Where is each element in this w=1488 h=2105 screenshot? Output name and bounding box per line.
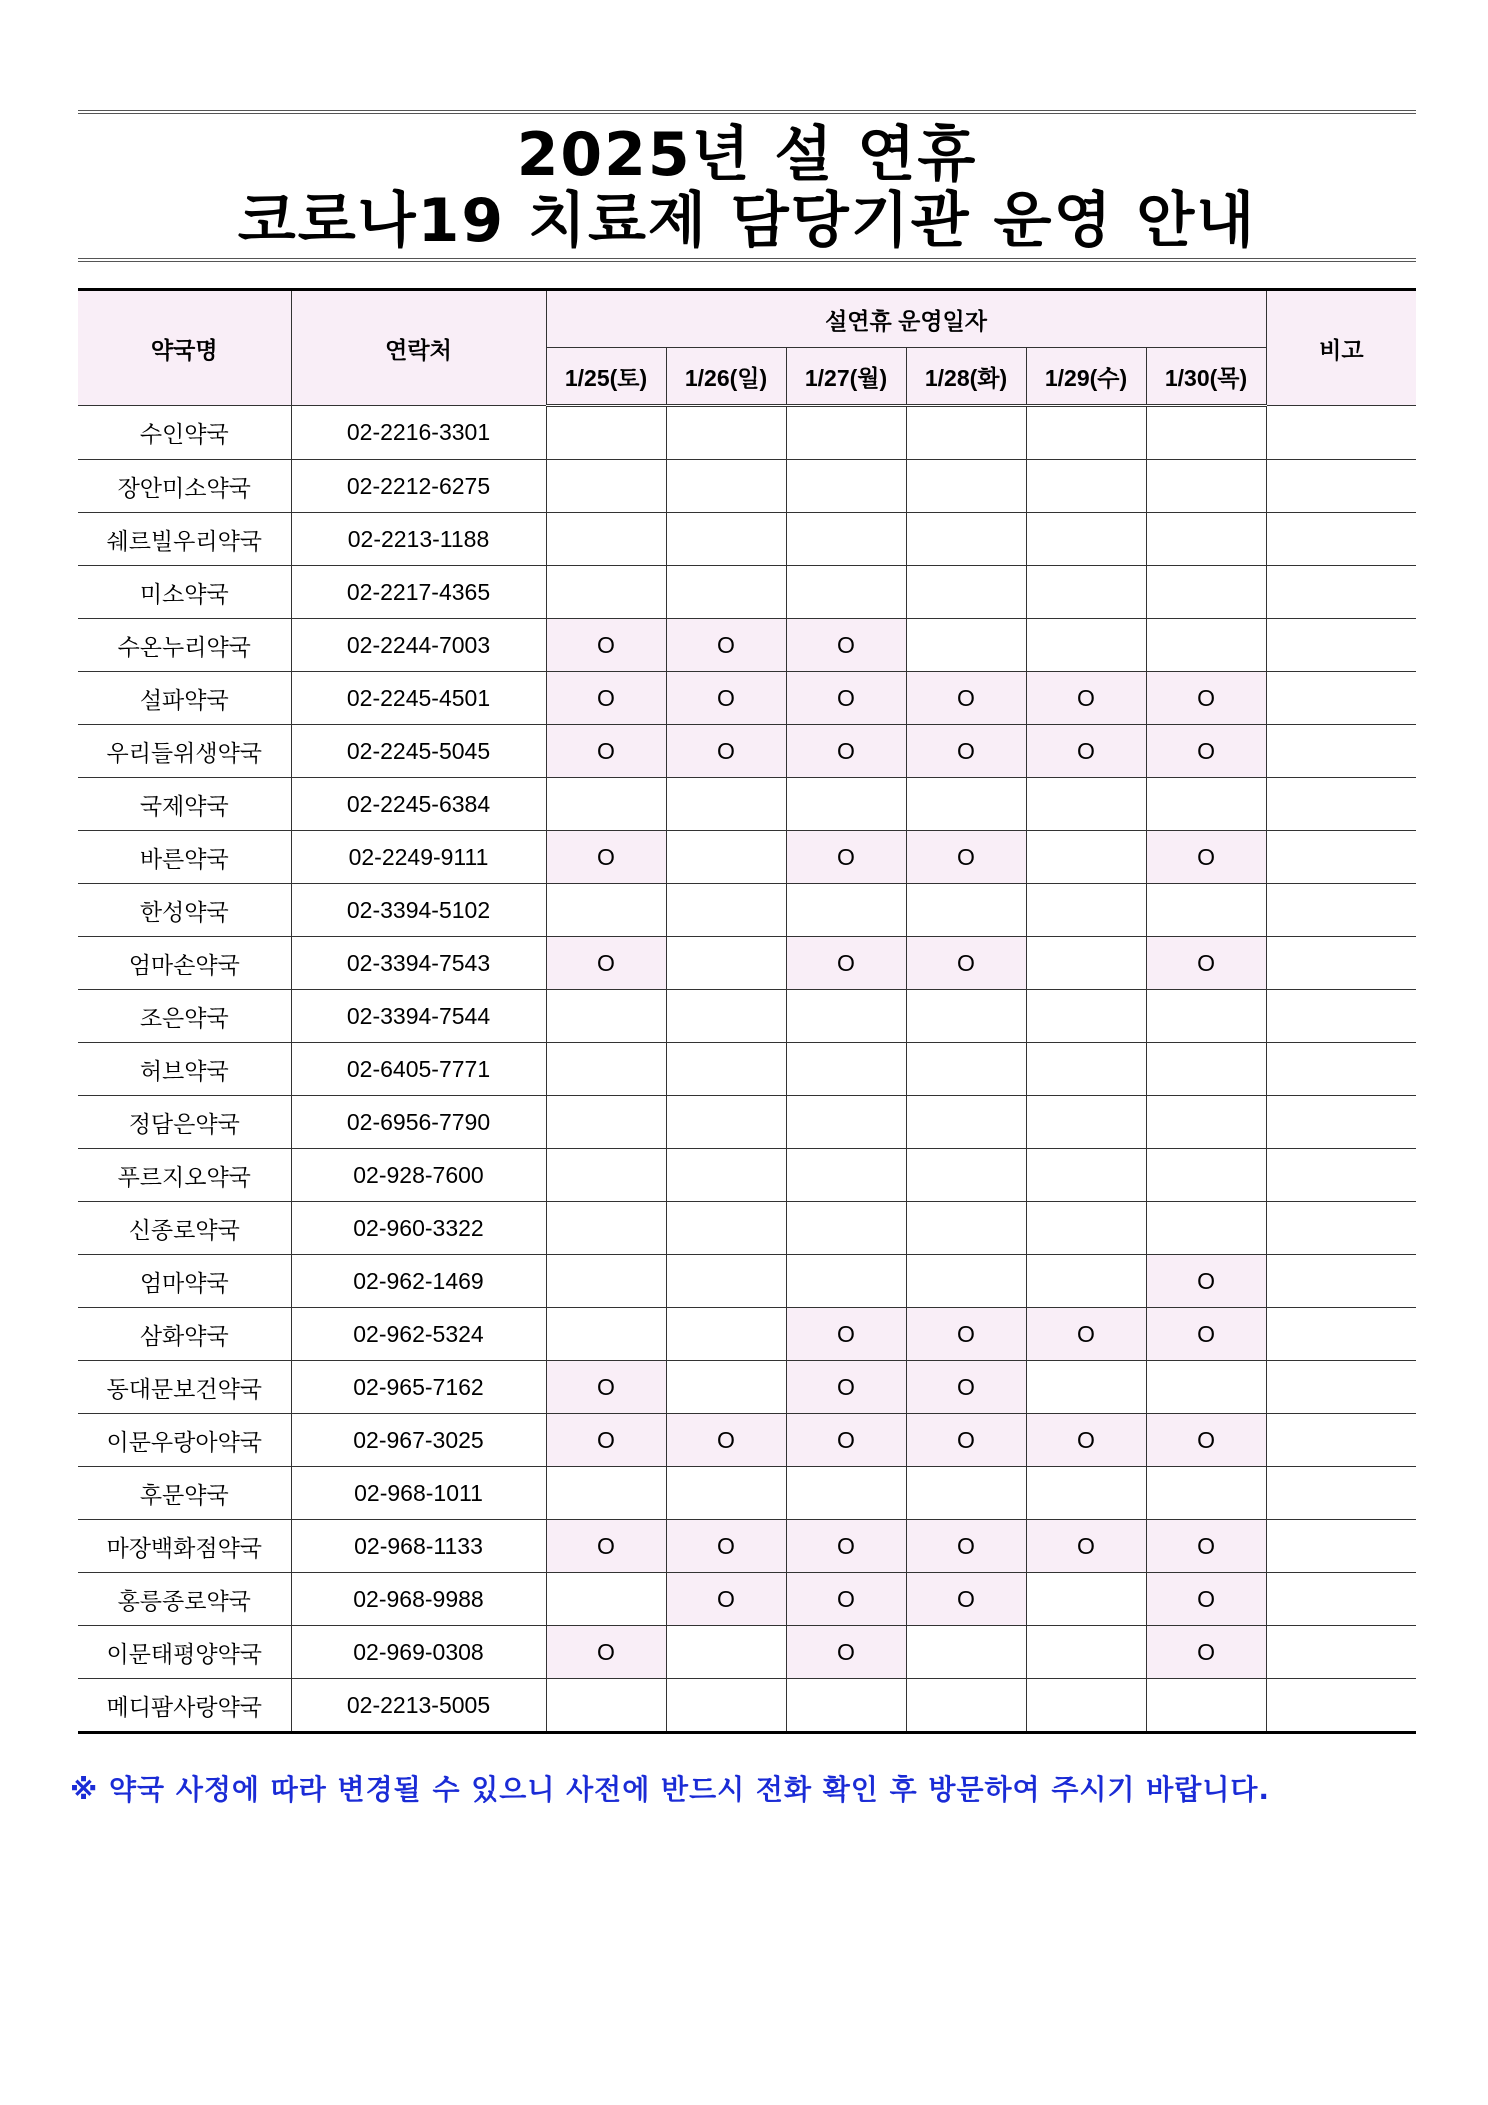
pharmacy-name: 바른약국 (78, 831, 291, 884)
header-date: 1/30(목) (1146, 348, 1266, 406)
header-date: 1/25(토) (546, 348, 666, 406)
pharmacy-name: 삼화약국 (78, 1308, 291, 1361)
operating-day-cell (786, 1255, 906, 1308)
note-cell (1266, 1573, 1416, 1626)
operating-day-cell (666, 566, 786, 619)
operating-day-cell: O (1146, 831, 1266, 884)
operating-day-cell (546, 990, 666, 1043)
pharmacy-phone: 02-962-1469 (291, 1255, 546, 1308)
note-cell (1266, 1255, 1416, 1308)
operating-day-cell: O (666, 1520, 786, 1573)
title-block (78, 110, 1416, 262)
operating-day-cell: O (546, 619, 666, 672)
notice-text: ※ 약국 사정에 따라 변경될 수 있으니 사전에 반드시 전화 확인 후 방문하여 주시기 바랍니다. (70, 1773, 1271, 1806)
pharmacy-name: 이문우랑아약국 (78, 1414, 291, 1467)
operating-day-cell (906, 406, 1026, 460)
operating-day-cell (906, 1202, 1026, 1255)
header-date: 1/27(월) (786, 348, 906, 406)
operating-day-cell (1146, 990, 1266, 1043)
operating-day-cell: O (906, 725, 1026, 778)
pharmacy-name: 신종로약국 (78, 1202, 291, 1255)
note-cell (1266, 1467, 1416, 1520)
pharmacy-name: 홍릉종로약국 (78, 1573, 291, 1626)
title-line-1: 2025년 설 연휴 (516, 120, 978, 190)
operating-day-cell (546, 566, 666, 619)
operating-day-cell (786, 460, 906, 513)
pharmacy-phone: 02-2216-3301 (291, 406, 546, 460)
header-holiday-period: 설연휴 운영일자 (546, 290, 1266, 348)
operating-day-cell: O (546, 1414, 666, 1467)
operating-day-cell (1026, 406, 1146, 460)
operating-day-cell: O (786, 1573, 906, 1626)
operating-day-cell: O (666, 1573, 786, 1626)
pharmacy-phone: 02-6956-7790 (291, 1096, 546, 1149)
operating-day-cell (546, 1308, 666, 1361)
operating-day-cell (666, 1255, 786, 1308)
operating-day-cell: O (546, 831, 666, 884)
operating-day-cell (786, 513, 906, 566)
operating-day-cell: O (786, 619, 906, 672)
operating-day-cell (906, 566, 1026, 619)
operating-day-cell: O (786, 725, 906, 778)
operating-day-cell (906, 1679, 1026, 1733)
operating-day-cell (666, 1096, 786, 1149)
operating-day-cell (1026, 1679, 1146, 1733)
operating-day-cell: O (906, 1414, 1026, 1467)
header-date: 1/29(수) (1026, 348, 1146, 406)
operating-day-cell (546, 1467, 666, 1520)
pharmacy-phone: 02-2213-5005 (291, 1679, 546, 1733)
table-row (78, 778, 1416, 831)
operating-day-cell: O (1146, 1626, 1266, 1679)
pharmacy-phone: 02-2245-6384 (291, 778, 546, 831)
operating-day-cell: O (906, 672, 1026, 725)
table-row (78, 513, 1416, 566)
table-row (78, 460, 1416, 513)
pharmacy-phone: 02-2244-7003 (291, 619, 546, 672)
operating-day-cell (1146, 1149, 1266, 1202)
operating-day-cell (1026, 1361, 1146, 1414)
operating-day-cell (786, 1096, 906, 1149)
pharmacy-name: 메디팜사랑약국 (78, 1679, 291, 1733)
operating-day-cell: O (546, 1626, 666, 1679)
pharmacy-phone: 02-968-9988 (291, 1573, 546, 1626)
operating-day-cell (666, 1361, 786, 1414)
operating-day-cell (906, 884, 1026, 937)
note-cell (1266, 1414, 1416, 1467)
operating-day-cell (786, 884, 906, 937)
operating-day-cell (786, 1149, 906, 1202)
operating-day-cell (546, 1096, 666, 1149)
table-row (78, 884, 1416, 937)
operating-day-cell (1146, 1467, 1266, 1520)
operating-day-cell (786, 990, 906, 1043)
note-cell (1266, 460, 1416, 513)
operating-day-cell: O (666, 725, 786, 778)
operating-day-cell (546, 406, 666, 460)
pharmacy-name: 마장백화점약국 (78, 1520, 291, 1573)
operating-day-cell: O (786, 1626, 906, 1679)
operating-day-cell (546, 1255, 666, 1308)
title-line-2: 코로나19 치료제 담당기관 운영 안내 (237, 186, 1257, 256)
table-row (78, 1043, 1416, 1096)
operating-day-cell (1146, 566, 1266, 619)
operating-day-cell (1146, 778, 1266, 831)
operating-day-cell: O (906, 1573, 1026, 1626)
operating-day-cell (546, 778, 666, 831)
operating-day-cell (666, 1043, 786, 1096)
operating-day-cell: O (666, 672, 786, 725)
operating-day-cell (1146, 460, 1266, 513)
operating-day-cell (1026, 1096, 1146, 1149)
operating-day-cell (786, 1043, 906, 1096)
operating-day-cell (666, 990, 786, 1043)
pharmacy-name: 미소약국 (78, 566, 291, 619)
operating-day-cell (1026, 513, 1146, 566)
operating-day-cell (1146, 1202, 1266, 1255)
table-row (78, 1573, 1416, 1626)
header-note: 비고 (1266, 290, 1416, 406)
operating-day-cell (906, 619, 1026, 672)
note-cell (1266, 778, 1416, 831)
table-row (78, 1361, 1416, 1414)
operating-day-cell (1146, 1043, 1266, 1096)
pharmacy-name: 정담은약국 (78, 1096, 291, 1149)
pharmacy-phone: 02-968-1133 (291, 1520, 546, 1573)
document-page (78, 110, 1416, 1734)
operating-day-cell: O (546, 1520, 666, 1573)
pharmacy-name: 허브약국 (78, 1043, 291, 1096)
note-cell (1266, 1679, 1416, 1733)
operating-day-cell: O (546, 672, 666, 725)
operating-day-cell (1026, 1149, 1146, 1202)
pharmacy-name: 우리들위생약국 (78, 725, 291, 778)
operating-day-cell (1026, 778, 1146, 831)
table-row (78, 1679, 1416, 1733)
operating-day-cell (546, 1573, 666, 1626)
operating-day-cell (906, 1626, 1026, 1679)
table-row (78, 1255, 1416, 1308)
table-row (78, 990, 1416, 1043)
table-row (78, 1467, 1416, 1520)
table-row (78, 1149, 1416, 1202)
operating-day-cell (1146, 884, 1266, 937)
pharmacy-name: 푸르지오약국 (78, 1149, 291, 1202)
operating-day-cell (1146, 619, 1266, 672)
pharmacy-name: 한성약국 (78, 884, 291, 937)
pharmacy-phone: 02-3394-7544 (291, 990, 546, 1043)
operating-day-cell (906, 460, 1026, 513)
operating-day-cell (1146, 1096, 1266, 1149)
note-cell (1266, 884, 1416, 937)
operating-day-cell: O (546, 937, 666, 990)
operating-day-cell: O (1026, 725, 1146, 778)
operating-day-cell: O (1146, 1308, 1266, 1361)
note-cell (1266, 1096, 1416, 1149)
note-cell (1266, 566, 1416, 619)
operating-day-cell: O (1146, 1255, 1266, 1308)
operating-day-cell: O (1146, 1520, 1266, 1573)
schedule-body (78, 406, 1416, 1733)
pharmacy-phone: 02-928-7600 (291, 1149, 546, 1202)
note-cell (1266, 1308, 1416, 1361)
pharmacy-name: 조은약국 (78, 990, 291, 1043)
operating-day-cell (906, 990, 1026, 1043)
pharmacy-name: 이문태평양약국 (78, 1626, 291, 1679)
operating-day-cell (666, 1626, 786, 1679)
pharmacy-phone: 02-2213-1188 (291, 513, 546, 566)
pharmacy-name: 엄마손약국 (78, 937, 291, 990)
operating-day-cell: O (1026, 1414, 1146, 1467)
operating-day-cell (1026, 1626, 1146, 1679)
operating-day-cell (1146, 513, 1266, 566)
note-cell (1266, 1520, 1416, 1573)
pharmacy-name: 후문약국 (78, 1467, 291, 1520)
pharmacy-phone: 02-2245-5045 (291, 725, 546, 778)
operating-day-cell (666, 1149, 786, 1202)
pharmacy-phone: 02-2212-6275 (291, 460, 546, 513)
operating-day-cell (1026, 566, 1146, 619)
operating-day-cell: O (1146, 937, 1266, 990)
pharmacy-phone: 02-2217-4365 (291, 566, 546, 619)
operating-day-cell: O (786, 1520, 906, 1573)
operating-day-cell (906, 1255, 1026, 1308)
pharmacy-name: 동대문보건약국 (78, 1361, 291, 1414)
note-cell (1266, 937, 1416, 990)
operating-day-cell (786, 1202, 906, 1255)
operating-day-cell (546, 460, 666, 513)
operating-day-cell: O (1026, 1520, 1146, 1573)
pharmacy-name: 수인약국 (78, 406, 291, 460)
operating-day-cell (906, 778, 1026, 831)
operating-day-cell (546, 1679, 666, 1733)
operating-day-cell: O (1146, 725, 1266, 778)
operating-day-cell (1146, 1679, 1266, 1733)
operating-day-cell (906, 1043, 1026, 1096)
operating-day-cell: O (786, 831, 906, 884)
operating-day-cell: O (786, 1414, 906, 1467)
pharmacy-phone: 02-6405-7771 (291, 1043, 546, 1096)
operating-day-cell: O (786, 1361, 906, 1414)
table-row (78, 566, 1416, 619)
operating-day-cell (1026, 937, 1146, 990)
schedule-table (78, 288, 1416, 1734)
note-cell (1266, 831, 1416, 884)
operating-day-cell (1026, 1467, 1146, 1520)
operating-day-cell: O (786, 937, 906, 990)
pharmacy-phone: 02-2245-4501 (291, 672, 546, 725)
operating-day-cell (666, 460, 786, 513)
operating-day-cell: O (906, 1520, 1026, 1573)
note-cell (1266, 672, 1416, 725)
operating-day-cell: O (1146, 1414, 1266, 1467)
operating-day-cell: O (906, 1308, 1026, 1361)
table-row (78, 1308, 1416, 1361)
operating-day-cell (666, 778, 786, 831)
pharmacy-phone: 02-965-7162 (291, 1361, 546, 1414)
pharmacy-name: 엄마약국 (78, 1255, 291, 1308)
operating-day-cell (786, 1679, 906, 1733)
operating-day-cell: O (786, 1308, 906, 1361)
operating-day-cell: O (1026, 1308, 1146, 1361)
operating-day-cell (546, 1149, 666, 1202)
operating-day-cell (1146, 406, 1266, 460)
pharmacy-phone: 02-968-1011 (291, 1467, 546, 1520)
note-cell (1266, 1626, 1416, 1679)
operating-day-cell (546, 1043, 666, 1096)
table-row (78, 406, 1416, 460)
note-cell (1266, 1202, 1416, 1255)
operating-day-cell (1026, 619, 1146, 672)
pharmacy-name: 설파약국 (78, 672, 291, 725)
note-cell (1266, 1043, 1416, 1096)
operating-day-cell: O (906, 937, 1026, 990)
table-row (78, 1414, 1416, 1467)
operating-day-cell (1026, 884, 1146, 937)
operating-day-cell: O (666, 1414, 786, 1467)
operating-day-cell (786, 406, 906, 460)
operating-day-cell (666, 1679, 786, 1733)
note-cell (1266, 619, 1416, 672)
operating-day-cell (1026, 990, 1146, 1043)
operating-day-cell (906, 1096, 1026, 1149)
table-row (78, 1520, 1416, 1573)
table-row (78, 1626, 1416, 1679)
note-cell (1266, 513, 1416, 566)
operating-day-cell: O (1026, 672, 1146, 725)
operating-day-cell (1026, 1255, 1146, 1308)
note-cell (1266, 1149, 1416, 1202)
pharmacy-phone: 02-3394-5102 (291, 884, 546, 937)
table-row (78, 1096, 1416, 1149)
table-row (78, 1202, 1416, 1255)
note-cell (1266, 406, 1416, 460)
operating-day-cell (666, 884, 786, 937)
pharmacy-phone: 02-3394-7543 (291, 937, 546, 990)
table-row (78, 831, 1416, 884)
table-row (78, 672, 1416, 725)
operating-day-cell (666, 1308, 786, 1361)
pharmacy-name: 수온누리약국 (78, 619, 291, 672)
pharmacy-name: 장안미소약국 (78, 460, 291, 513)
operating-day-cell (906, 1149, 1026, 1202)
operating-day-cell (546, 1202, 666, 1255)
header-phone: 연락처 (291, 290, 546, 406)
operating-day-cell (1026, 831, 1146, 884)
operating-day-cell (1026, 1202, 1146, 1255)
operating-day-cell (906, 1467, 1026, 1520)
pharmacy-name: 국제약국 (78, 778, 291, 831)
header-date: 1/28(화) (906, 348, 1026, 406)
operating-day-cell: O (1146, 672, 1266, 725)
operating-day-cell (786, 1467, 906, 1520)
operating-day-cell (1026, 1573, 1146, 1626)
operating-day-cell: O (1146, 1573, 1266, 1626)
pharmacy-phone: 02-960-3322 (291, 1202, 546, 1255)
operating-day-cell: O (786, 672, 906, 725)
operating-day-cell (666, 1202, 786, 1255)
table-row (78, 937, 1416, 990)
operating-day-cell: O (546, 725, 666, 778)
header-pharmacy-name: 약국명 (78, 290, 291, 406)
operating-day-cell: O (546, 1361, 666, 1414)
table-row (78, 619, 1416, 672)
operating-day-cell: O (906, 1361, 1026, 1414)
header-date: 1/26(일) (666, 348, 786, 406)
operating-day-cell (1026, 460, 1146, 513)
operating-day-cell (666, 406, 786, 460)
operating-day-cell (1146, 1361, 1266, 1414)
pharmacy-phone: 02-2249-9111 (291, 831, 546, 884)
operating-day-cell: O (906, 831, 1026, 884)
table-row (78, 725, 1416, 778)
operating-day-cell (906, 513, 1026, 566)
operating-day-cell (546, 513, 666, 566)
pharmacy-phone: 02-962-5324 (291, 1308, 546, 1361)
operating-day-cell (786, 566, 906, 619)
operating-day-cell (786, 778, 906, 831)
pharmacy-name: 쉐르빌우리약국 (78, 513, 291, 566)
operating-day-cell (666, 831, 786, 884)
note-cell (1266, 725, 1416, 778)
operating-day-cell (546, 884, 666, 937)
note-cell (1266, 990, 1416, 1043)
operating-day-cell (1026, 1043, 1146, 1096)
pharmacy-phone: 02-969-0308 (291, 1626, 546, 1679)
operating-day-cell (666, 937, 786, 990)
pharmacy-phone: 02-967-3025 (291, 1414, 546, 1467)
operating-day-cell (666, 1467, 786, 1520)
note-cell (1266, 1361, 1416, 1414)
operating-day-cell: O (666, 619, 786, 672)
operating-day-cell (666, 513, 786, 566)
